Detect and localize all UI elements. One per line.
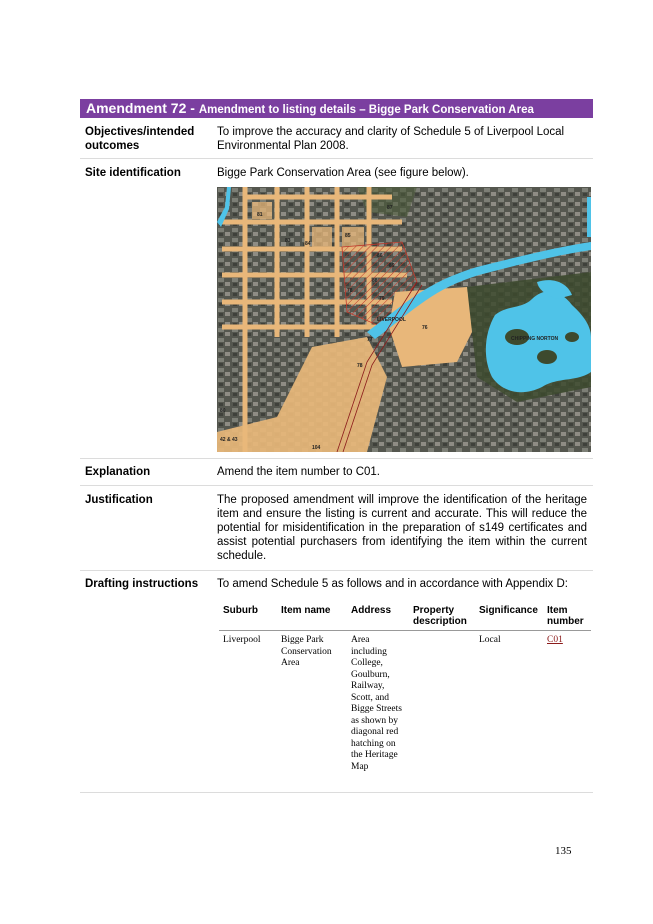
objectives-row: [80, 120, 593, 159]
explanation-row: [80, 460, 593, 486]
map-label-104: 104: [312, 445, 321, 451]
amendment-number: Amendment 72 -: [86, 100, 199, 116]
map-label-80: 80: [220, 408, 226, 414]
col-property-description: Property description: [409, 603, 475, 631]
explanation-label: Explanation: [85, 466, 151, 478]
cell-significance: Local: [479, 635, 501, 645]
map-label-81: 81: [257, 212, 263, 218]
col-suburb: Suburb: [219, 603, 277, 631]
site-map: [217, 187, 591, 452]
col-address: Address: [347, 603, 409, 631]
site-identification-label: Site identification: [85, 167, 181, 179]
cell-suburb: Liverpool: [223, 635, 261, 645]
cell-item-name: Bigge Park Conservation Area: [281, 635, 332, 668]
map-label-79: 79: [379, 296, 385, 302]
cell-address: Area including College, Goulburn, Railway, Scott, and Bigge Streets as shown by diagonal red hatching on the Heritage Map: [351, 635, 402, 772]
justification-row: [80, 488, 593, 571]
map-label-84: 84: [305, 241, 311, 247]
map-label-87: 87: [387, 205, 393, 211]
col-item-number: Item number: [543, 603, 591, 631]
site-identification-value: Bigge Park Conservation Area (see figure below).: [217, 167, 469, 179]
drafting-value: To amend Schedule 5 as follows and in accordance with Appendix D:: [217, 578, 568, 590]
page-number: 135: [555, 845, 572, 857]
col-item-name: Item name: [277, 603, 347, 631]
cell-item-number: [543, 631, 591, 774]
map-label-89: 89: [389, 263, 395, 269]
map-label-85: 85: [345, 233, 351, 239]
map-label-42-43: 42 & 43: [220, 437, 238, 443]
objectives-label: Objectives/intended outcomes: [85, 126, 195, 152]
cell-property-description: [409, 631, 475, 774]
map-label-78a: 78: [347, 288, 353, 294]
schedule-table: [219, 603, 591, 773]
map-label-76: 76: [422, 325, 428, 331]
map-label-88: 88: [372, 278, 378, 284]
objectives-value: To improve the accuracy and clarity of Schedule 5 of Liverpool Local Environmental Plan 2008.: [217, 126, 565, 152]
amendment-header: [80, 99, 593, 118]
justification-value: The proposed amendment will improve the identification of the heritage item and ensure the listing is current and accurate. This will reduce the potential for misidentification in the preparation of s149 certificates and assist potential purchasers from identifying the item within the current schedule.: [217, 494, 587, 562]
map-label-chipping-norton: CHIPPING NORTON: [511, 336, 559, 342]
amendment-title: Amendment to listing details – Bigge Park Conservation Area: [198, 104, 534, 116]
schedule-header-row: [219, 603, 591, 631]
table-row: [219, 631, 591, 774]
map-label-86: 86: [377, 253, 383, 259]
map-label-83: 83: [285, 238, 291, 244]
map-label-liverpool: LIVERPOOL: [377, 317, 406, 323]
explanation-value: Amend the item number to C01.: [217, 466, 380, 478]
col-significance: Significance: [475, 603, 543, 631]
map-label-77: 77: [367, 337, 373, 343]
drafting-label: Drafting instructions: [85, 578, 199, 590]
map-label-78b: 78: [357, 363, 363, 369]
justification-label: Justification: [85, 494, 153, 506]
item-number-link[interactable]: C01: [547, 635, 563, 645]
